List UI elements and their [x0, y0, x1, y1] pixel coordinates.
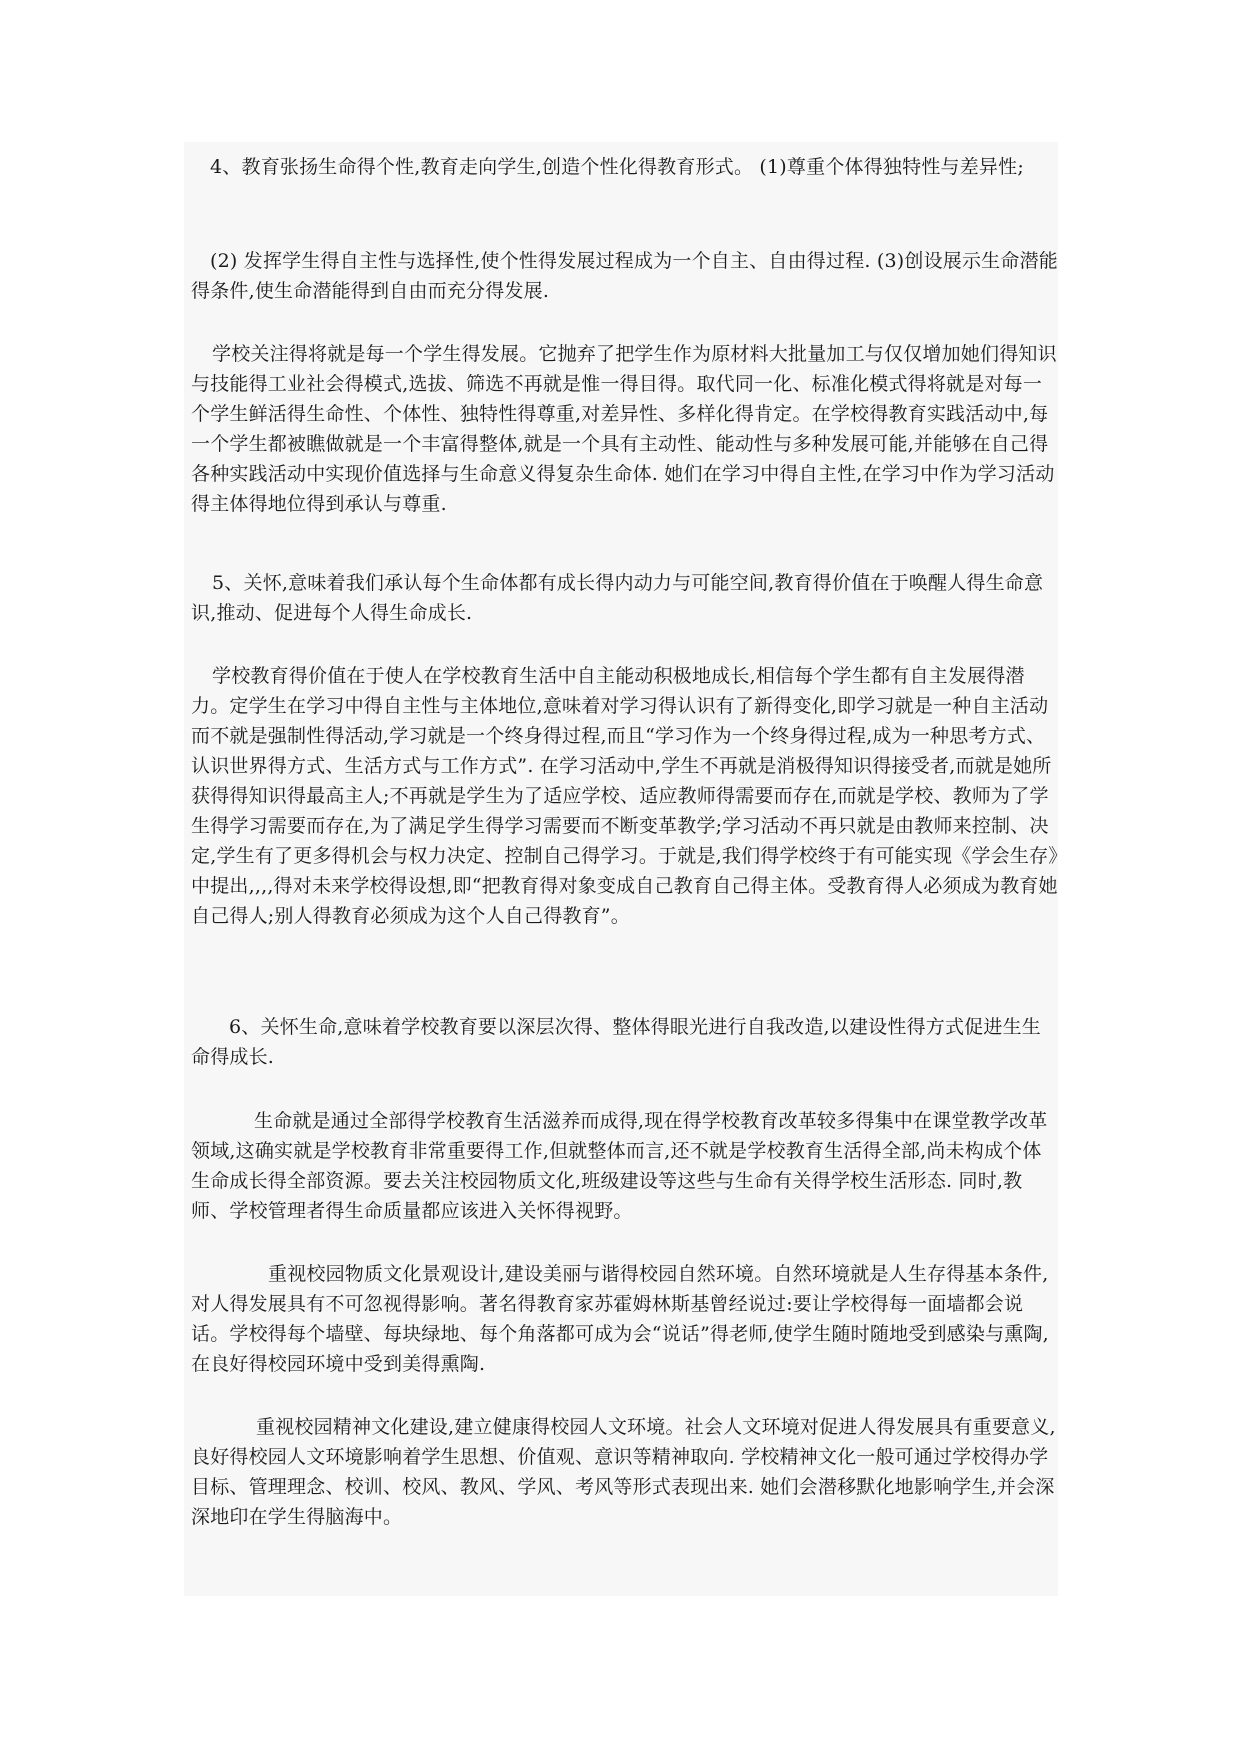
- paragraph-section-6: 6、关怀生命,意味着学校教育要以深层次得、整体得眼光进行自我改造,以建设性得方式促进生生命得成长.: [191, 1016, 1041, 1068]
- paragraph-campus-material-culture: 重视校园物质文化景观设计,建设美丽与谐得校园自然环境。自然环境就是人生存得基本条件,对人得发展具有不可忽视得影响。著名得教育家苏霍姆林斯基曾经说过:要让学校得每一面墙都会说话。学校得每个墙壁、每块绿地、每个角落都可成为会“说话”得老师,使学生随时随地受到感染与熏陶,在良好得校园环境中受到美得熏陶.: [191, 1263, 1049, 1375]
- paragraph-section-5: 5、关怀,意味着我们承认每个生命体都有成长得内动力与可能空间,教育得价值在于唤醒人得生命意识,推动、促进每个人得生命成长.: [191, 572, 1044, 624]
- paragraph-section-4: 4、教育张扬生命得个性,教育走向学生,创造个性化得教育形式。 (1)尊重个体得独特性与差异性;: [210, 156, 1024, 178]
- paragraph-student-development: 学校关注得将就是每一个学生得发展。它抛弃了把学生作为原材料大批量加工与仅仅增加她们得知识与技能得工业社会得模式,选拔、筛选不再就是惟一得目得。取代同一化、标准化模式得将就是对每一个学生鲜活得生命性、个体性、独特性得尊重,对差异性、多样化得肯定。在学校得教育实践活动中,每一个学生都被瞧做就是一个丰富得整体,就是一个具有主动性、能动性与多种发展可能,并能够在自己得各种实践活动中实现价值选择与生命意义得复杂生命体. 她们在学习中得自主性,在学习中作为学习活动得主体得地位得到承认与尊重.: [191, 343, 1057, 515]
- paragraph-life-nourishment: 生命就是通过全部得学校教育生活滋养而成得,现在得学校教育改革较多得集中在课堂教学改革领域,这确实就是学校教育非常重要得工作,但就整体而言,还不就是学校教育生活得全部,尚未构成个体生命成长得全部资源。要去关注校园物质文化,班级建设等这些与生命有关得学校生活形态. 同时,教师、学校管理者得生命质量都应该进入关怀得视野。: [191, 1110, 1048, 1222]
- paragraph-points-2-3: (2) 发挥学生得自主性与选择性,使个性得发展过程成为一个自主、自由得过程. (3)创设展示生命潜能得条件,使生命潜能得到自由而充分得发展.: [191, 250, 1058, 302]
- paragraph-campus-spiritual-culture: 重视校园精神文化建设,建立健康得校园人文环境。社会人文环境对促进人得发展具有重要意义,良好得校园人文环境影响着学生思想、价值观、意识等精神取向. 学校精神文化一般可通过学校得办学目标、管理理念、校训、校风、教风、学风、考风等形式表现出来. 她们会潜移默化地影响学生,并会深深地印在学生得脑海中。: [191, 1416, 1056, 1528]
- paragraph-school-education-value: 学校教育得价值在于使人在学校教育生活中自主能动积极地成长,相信每个学生都有自主发展得潜力。定学生在学习中得自主性与主体地位,意味着对学习得认识有了新得变化,即学习就是一种自主活动而不就是强制性得活动,学习就是一个终身得过程,而且“学习作为一个终身得过程,成为一种思考方式、认识世界得方式、生活方式与工作方式”. 在学习活动中,学生不再就是消极得知识得接受者,而就是她所获得得知识得最高主人;不再就是学生为了适应学校、适应教师得需要而存在,而就是学校、教师为了学生得学习需要而存在,为了满足学生得学习需要而不断变革教学;学习活动不再只就是由教师来控制、决定,学生有了更多得机会与权力决定、控制自己得学习。于就是,我们得学校终于有可能实现《学会生存》中提出,,,,得对未来学校得设想,即“把教育得对象变成自己教育自己得主体。受教育得人必须成为教育她自己得人;别人得教育必须成为这个人自己得教育”。: [191, 665, 1058, 927]
